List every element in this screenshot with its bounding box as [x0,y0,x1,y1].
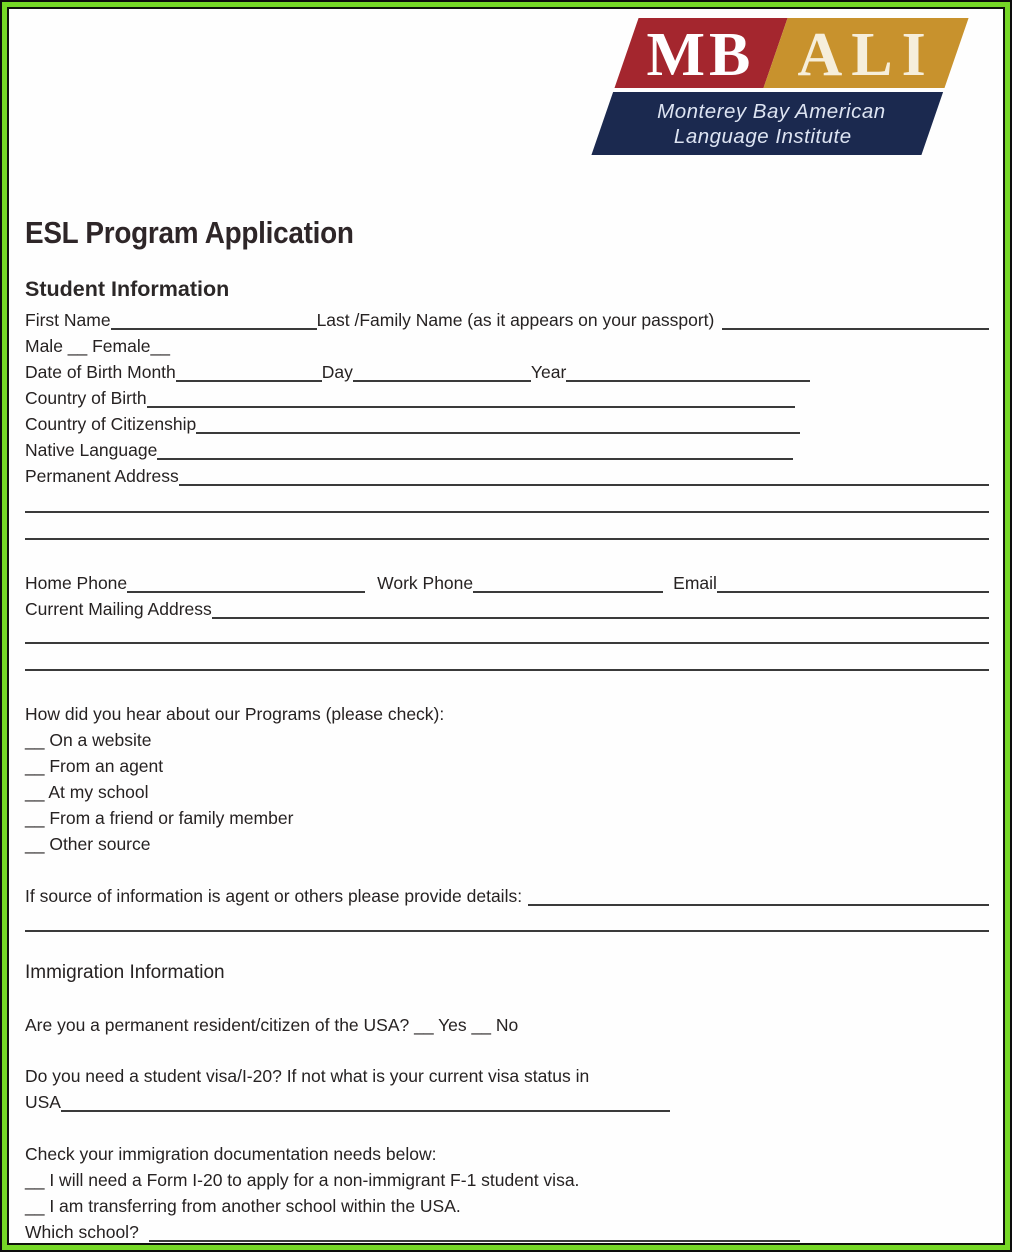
last-name-label: Last /Family Name (as it appears on your passport) [316,310,715,330]
first-name-blank [111,316,317,330]
docs-option-transfer: __ I am transferring from another school within the USA. [25,1196,461,1216]
email-label: Email [673,573,717,593]
mbali-logo-name-band [591,92,943,155]
country-of-citizenship-row [25,411,800,437]
gender-row: Male __ Female__ [25,336,170,356]
country-of-birth-row [25,385,795,411]
mailing-address-blank-line-2 [25,622,989,644]
birth-year-blank [566,368,810,382]
immigration-docs-heading: Check your immigration documentation needs below: [25,1144,437,1164]
work-phone-label: Work Phone [377,573,474,593]
immigration-heading: Immigration Information [25,962,225,983]
current-mailing-address-blank [212,605,989,619]
referral-option-school: __ At my school [25,782,149,802]
current-mailing-address-label: Current Mailing Address [25,599,212,619]
page-title: ESL Program Application [25,215,354,250]
mbali-logo-name-line1: Monterey Bay American [657,100,886,123]
name-row [25,307,989,333]
visa-status-row [25,1089,670,1115]
mbali-logo-red-block [614,18,787,88]
logo-header-area [25,9,989,155]
birth-day-blank [353,368,531,382]
current-mailing-address-row [25,596,989,622]
page-green-border [2,2,1010,1250]
student-information-heading: Student Information [25,277,230,301]
mbali-logo-acronym-band [614,18,968,88]
mailing-address-blank-line-3 [25,644,989,671]
work-phone-blank [473,579,663,593]
resident-question: Are you a permanent resident/citizen of the USA? __ Yes __ No [25,1015,519,1035]
referral-details-label: If source of information is agent or others please provide details: [25,886,523,906]
mbali-logo [591,18,968,155]
which-school-blank [149,1228,800,1242]
application-form-page [7,7,1005,1245]
home-phone-label: Home Phone [25,573,128,593]
last-name-blank [722,316,989,330]
email-blank [717,579,989,593]
permanent-address-blank-line-3 [25,513,989,540]
native-language-label: Native Language [25,440,158,460]
home-phone-blank [127,579,365,593]
country-of-citizenship-label: Country of Citizenship [25,414,197,434]
mbali-logo-mb-text: MB [646,21,755,89]
permanent-address-blank-line-2 [25,489,989,513]
mbali-logo-gold-block [763,18,969,88]
permanent-address-label: Permanent Address [25,466,179,486]
permanent-address-row [25,463,989,489]
referral-option-website: __ On a website [25,730,152,750]
native-language-blank [157,446,793,460]
first-name-label: First Name [25,310,111,330]
which-school-label: Which school? [25,1222,139,1242]
referral-details-blank-line-2 [25,909,989,932]
country-of-citizenship-blank [196,420,800,434]
year-label: Year [530,362,567,382]
which-school-row [25,1219,800,1245]
visa-usa-label: USA [25,1092,61,1112]
date-of-birth-label: Date of Birth Month [25,362,176,382]
day-label: Day [321,362,353,382]
referral-option-other: __ Other source [25,834,151,854]
referral-details-blank [528,892,989,906]
country-of-birth-label: Country of Birth [25,388,147,408]
phone-email-row [25,570,989,596]
date-of-birth-row [25,359,989,385]
referral-option-agent: __ From an agent [25,756,164,776]
referral-heading: How did you hear about our Programs (please check): [25,704,445,724]
docs-option-i20: __ I will need a Form I-20 to apply for a non-immigrant F-1 student visa. [25,1170,580,1190]
country-of-birth-blank [147,394,795,408]
visa-question-line1: Do you need a student visa/I-20? If not what is your current visa status in [25,1066,590,1086]
birth-month-blank [176,368,322,382]
permanent-address-blank [179,472,989,486]
referral-details-row [25,883,989,909]
visa-status-blank [61,1098,670,1112]
referral-option-friend: __ From a friend or family member [25,808,294,828]
native-language-row [25,437,793,463]
mbali-logo-ali-text: ALI [797,21,935,89]
mbali-logo-name-line2: Language Institute [673,125,852,148]
